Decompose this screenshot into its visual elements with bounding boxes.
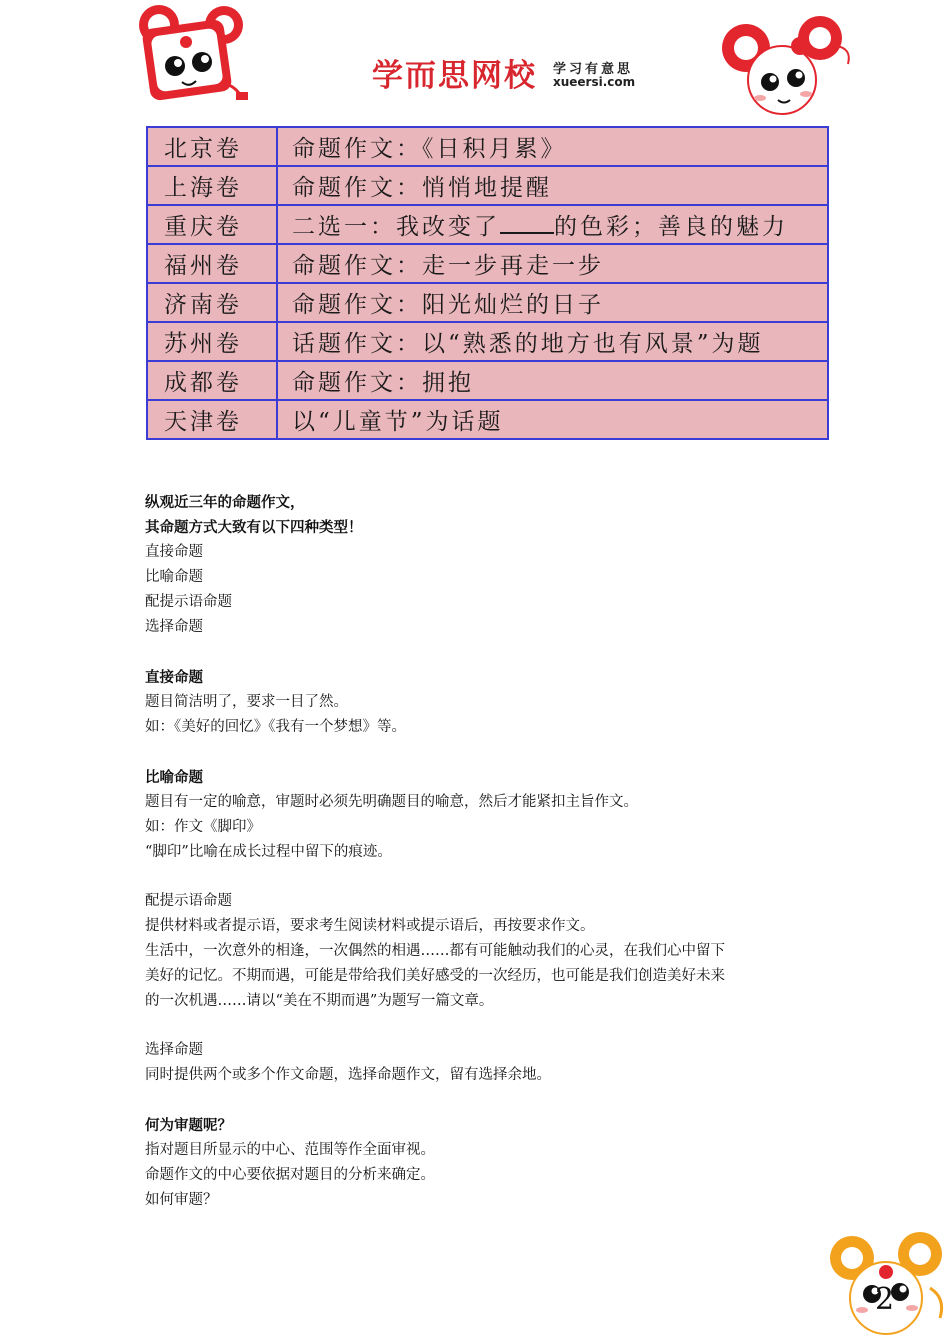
table-row [147,322,828,361]
table-row [147,283,828,322]
paragraph: 如何审题？ [145,1192,218,1208]
topic-cell: 命题作文：悄悄地提醒 [277,166,828,205]
page-number: 2 [875,1282,895,1317]
brand-logo-text: 学而思网校 [372,58,537,94]
region-cell: 济南卷 [147,283,277,322]
intro-line-1: 纵观近三年的命题作文， [145,494,305,511]
table-row [147,361,828,400]
paragraph: 生活中，一次意外的相逢，一次偶然的相遇……都有可能触动我们的心灵，在我们心中留下 [145,943,725,959]
type-item: 比喻命题 [145,569,203,585]
paragraph: 美好的记忆。不期而遇，可能是带给我们美好感受的一次经历，也可能是我们创造美好未来 [145,968,725,984]
paragraph: 题目简洁明了，要求一目了然。 [145,694,348,710]
topic-cell [277,205,828,244]
type-item: 直接命题 [145,544,203,560]
paragraph: 同时提供两个或多个作文命题，选择命题作文，留有选择余地。 [145,1067,551,1083]
region-cell: 成都卷 [147,361,277,400]
blank-underline [500,214,554,234]
paragraph: “脚印”比喻在成长过程中留下的痕迹。 [145,844,392,860]
intro-line-2: 其命题方式大致有以下四种类型！ [145,519,363,536]
region-cell: 上海卷 [147,166,277,205]
type-item: 选择命题 [145,619,203,635]
region-cell: 北京卷 [147,127,277,166]
paragraph: 如：作文《脚印》 [145,819,261,835]
paragraph: 指对题目所显示的中心、范围等作全面审视。 [145,1142,435,1158]
table-row [147,400,828,439]
topic-cell: 以“儿童节”为话题 [277,400,828,439]
paragraph: 如：《美好的回忆》《我有一个梦想》等。 [145,719,406,735]
paragraph: 提供材料或者提示语，要求考生阅读材料或提示语后，再按要求作文。 [145,918,595,934]
mascot-right-icon [718,8,853,120]
mascot-left-icon [132,2,257,107]
topic-cell: 命题作文：拥抱 [277,361,828,400]
region-cell: 福州卷 [147,244,277,283]
brand-tagline: 学习有意思 [553,62,634,77]
table-row [147,166,828,205]
section-heading-choice: 选择命题 [145,1042,203,1058]
section-heading-metaphor: 比喻命题 [145,769,203,786]
paragraph: 命题作文的中心要依据对题目的分析来确定。 [145,1167,435,1183]
region-cell: 重庆卷 [147,205,277,244]
section-heading-review: 何为审题呢？ [145,1117,232,1134]
paragraph: 的一次机遇……请以“美在不期而遇”为题写一篇文章。 [145,993,494,1009]
table-row [147,127,828,166]
section-heading-prompt: 配提示语命题 [145,893,232,909]
section-heading-direct: 直接命题 [145,669,203,686]
topic-part: 的色彩；善良的魅力 [554,214,788,240]
table-row [147,205,828,244]
topic-cell: 命题作文：阳光灿烂的日子 [277,283,828,322]
exam-topics-table [146,126,829,440]
table-row [147,244,828,283]
topic-cell: 命题作文：走一步再走一步 [277,244,828,283]
type-item: 配提示语命题 [145,594,232,610]
region-cell: 天津卷 [147,400,277,439]
topic-cell: 命题作文：《日积月累》 [277,127,828,166]
topic-part: 二选一：我改变了 [292,214,500,240]
brand-url: xueersi.com [553,75,636,89]
paragraph: 题目有一定的喻意，审题时必须先明确题目的喻意，然后才能紧扣主旨作文。 [145,794,638,810]
region-cell: 苏州卷 [147,322,277,361]
topic-cell: 话题作文：以“熟悉的地方也有风景”为题 [277,322,828,361]
